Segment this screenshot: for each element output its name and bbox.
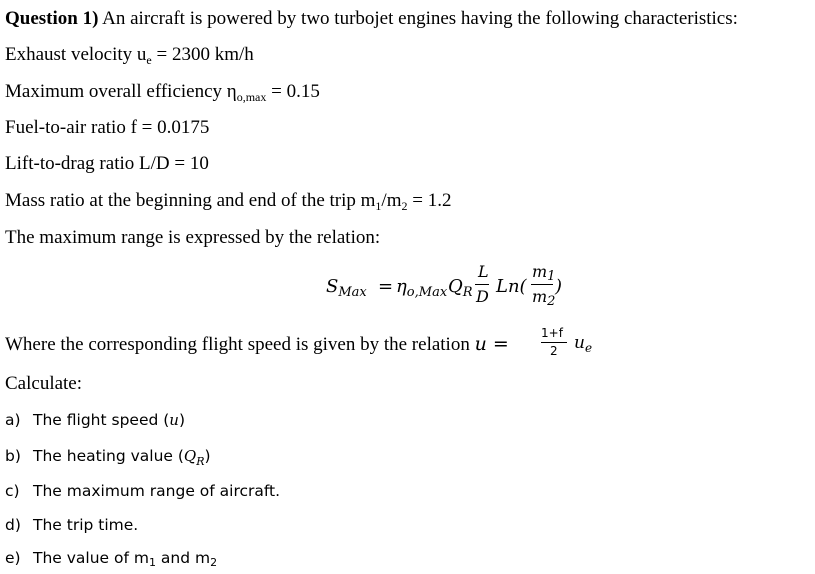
formula-lhs: $S_{Max}$ [326,276,367,300]
speed-relation-text: Where the corresponding flight speed is given by the relation [5,334,475,355]
speed-den: 2 [550,344,558,358]
formula-equals: = [378,276,394,297]
exhaust-value: = 2300 km/h [151,44,254,65]
mass-ratio-mid: /m [381,190,402,211]
fuel-air-line: Fuel-to-air ratio f = 0.0175 [5,117,210,138]
list-item-c: c) The maximum range of aircraft. [5,482,281,500]
formula-close: ) [555,276,563,297]
exhaust-label: Exhaust velocity u [5,44,147,65]
list-item-e: e) The value of m1 and m2 [5,549,218,569]
calculate-label: Calculate: [5,373,83,394]
efficiency-line [5,80,320,109]
list-item-a: a) The flight speed (u) [5,411,186,429]
speed-eq: = [492,333,509,355]
efficiency-sub: o,max [236,90,267,104]
speed-ue: $u_e$ [574,333,593,355]
speed-fraction [540,326,574,362]
question-text: An aircraft is powered by two turbojet engines having the following characteristics: [98,8,738,29]
mass-ratio-sub2: 2 [401,199,408,213]
formula-D: D [476,287,489,306]
formula-m1: m1 [532,262,556,284]
speed-num: 1+f [541,326,563,340]
exhaust-sub: e [146,53,152,67]
formula-m2: m2 [532,287,556,309]
question-label: Question 1) [5,8,99,29]
lift-drag-line: Lift-to-drag ratio L/D = 10 [5,153,209,174]
mass-ratio-sub1: 1 [375,199,382,213]
question-heading [5,7,738,31]
list-item-b: b) The heating value $(Q_R)$ [5,447,211,468]
speed-fraction-bar [541,342,567,343]
formula-m-bar [531,284,553,285]
mass-ratio-pre: Mass ratio at the beginning and end of the trip m [5,190,376,211]
efficiency-label: Maximum overall efficiency η [5,81,237,102]
formula-eta: $\eta_{o,Max}$ [396,276,448,300]
formula-ln: Ln( [496,276,527,297]
formula-q: $Q_R$ [448,276,473,300]
formula-LD-bar [475,284,489,285]
formula-L: L [478,262,489,281]
mass-ratio-post: = 1.2 [407,190,452,211]
range-intro: The maximum range is expressed by the relation: [5,227,381,248]
mass-ratio-line [5,189,451,218]
speed-u: u [474,333,487,355]
exhaust-velocity-line [5,43,254,72]
list-item-d: d) The trip time. [5,516,139,534]
speed-relation-line [5,332,509,357]
efficiency-value: = 0.15 [266,81,320,102]
